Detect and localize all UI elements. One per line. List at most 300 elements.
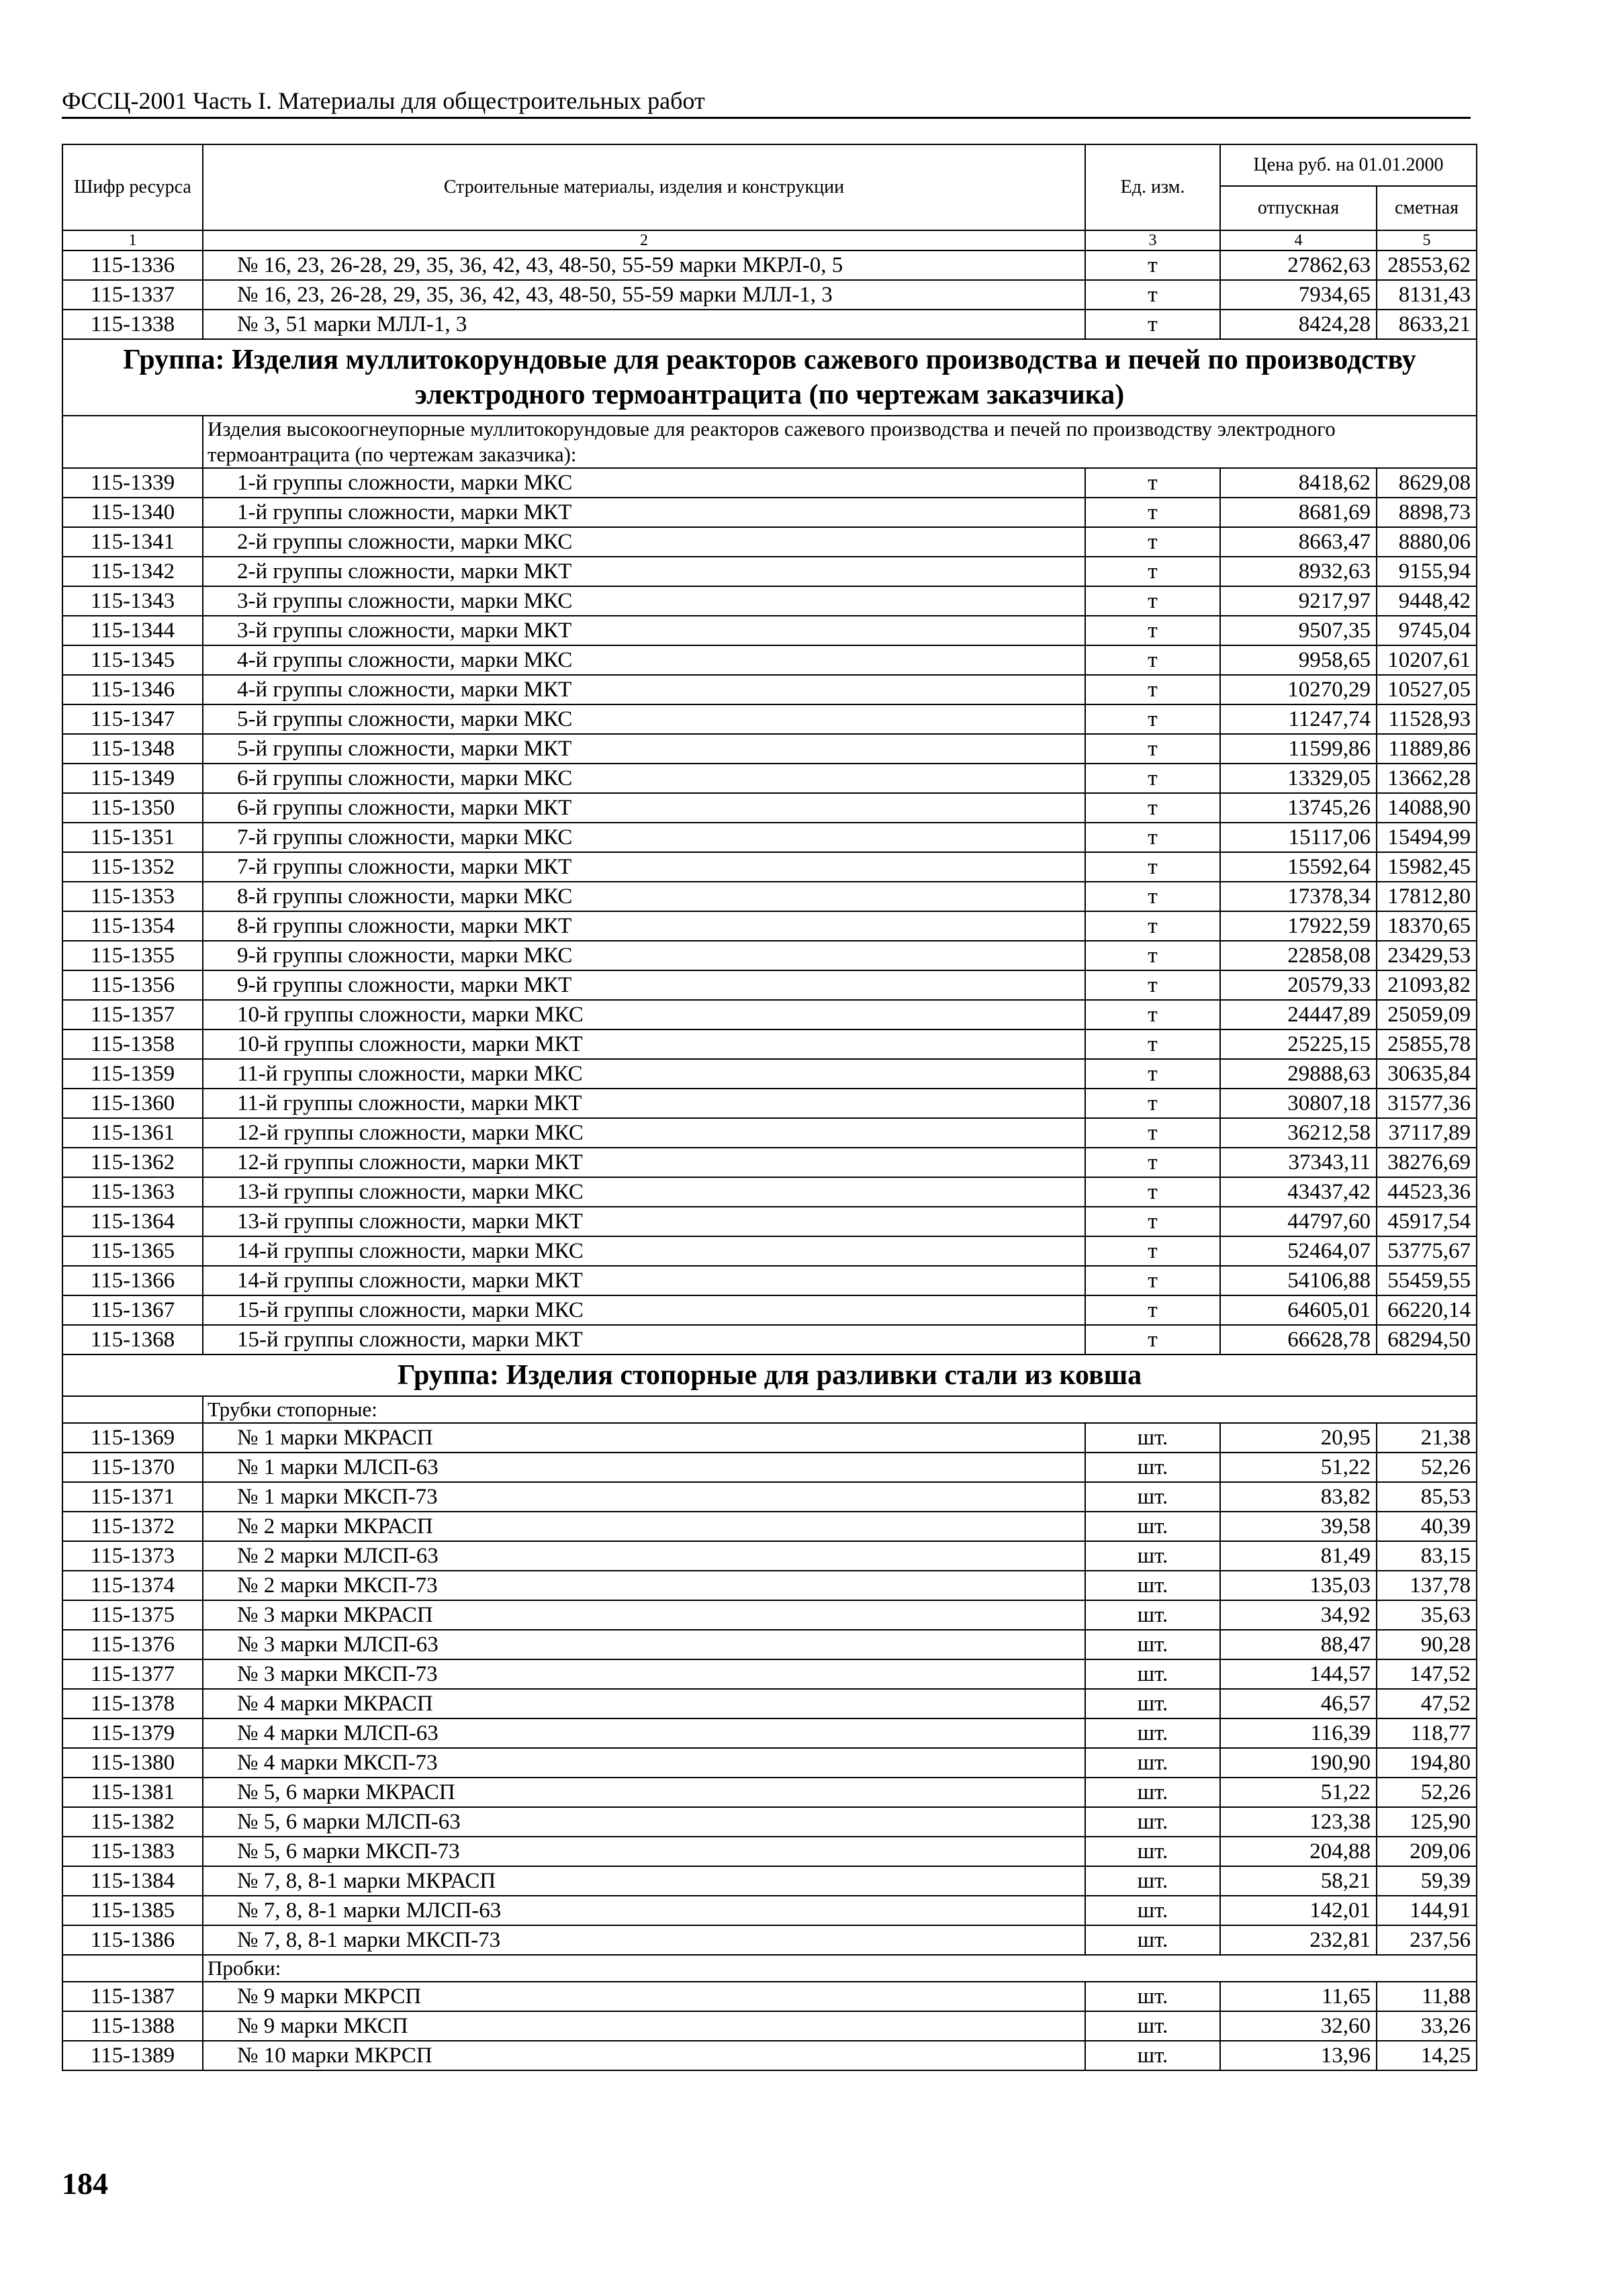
cell-estimate-price: 85,53	[1377, 1482, 1477, 1512]
cell-unit: шт.	[1085, 1600, 1220, 1630]
cell-release-price: 8932,63	[1220, 557, 1377, 586]
cell-release-price: 20,95	[1220, 1423, 1377, 1453]
table-row	[62, 882, 1477, 911]
cell-name: № 7, 8, 8-1 марки МКРАСП	[203, 1866, 1085, 1896]
cell-estimate-price: 8633,21	[1377, 310, 1477, 339]
cell-name: 13-й группы сложности, марки МКС	[203, 1177, 1085, 1207]
cell-estimate-price: 44523,36	[1377, 1177, 1477, 1207]
cell-estimate-price: 33,26	[1377, 2011, 1477, 2041]
cell-unit: т	[1085, 764, 1220, 793]
cell-estimate-price: 83,15	[1377, 1541, 1477, 1571]
cell-name: № 4 марки МЛСП-63	[203, 1718, 1085, 1748]
cell-code: 115-1357	[62, 1000, 203, 1029]
cell-unit: т	[1085, 1089, 1220, 1118]
cell-release-price: 52464,07	[1220, 1236, 1377, 1266]
cell-unit: шт.	[1085, 1837, 1220, 1866]
cell-name: 13-й группы сложности, марки МКТ	[203, 1207, 1085, 1236]
table-row	[62, 250, 1477, 280]
col-number-1: 1	[62, 230, 203, 250]
cell-code: 115-1375	[62, 1600, 203, 1630]
cell-unit: шт.	[1085, 1718, 1220, 1748]
cell-release-price: 142,01	[1220, 1896, 1377, 1925]
cell-unit: т	[1085, 1295, 1220, 1325]
cell-code: 115-1364	[62, 1207, 203, 1236]
cell-code: 115-1341	[62, 527, 203, 557]
cell-name: № 4 марки МКСП-73	[203, 1748, 1085, 1778]
cell-release-price: 17378,34	[1220, 882, 1377, 911]
table-row	[62, 310, 1477, 339]
cell-release-price: 88,47	[1220, 1630, 1377, 1659]
cell-release-price: 9507,35	[1220, 616, 1377, 645]
cell-unit: т	[1085, 1029, 1220, 1059]
col-header-release: отпускная	[1220, 186, 1377, 230]
cell-release-price: 22858,08	[1220, 941, 1377, 970]
cell-release-price: 9958,65	[1220, 645, 1377, 675]
cell-code: 115-1361	[62, 1118, 203, 1148]
cell-release-price: 29888,63	[1220, 1059, 1377, 1089]
table-row	[62, 1118, 1477, 1148]
cell-unit: шт.	[1085, 1541, 1220, 1571]
page-number: 184	[62, 2166, 108, 2201]
cell-code: 115-1355	[62, 941, 203, 970]
subgroup-label-row	[62, 1955, 1477, 1982]
cell-unit: т	[1085, 1177, 1220, 1207]
cell-release-price: 11599,86	[1220, 734, 1377, 764]
cell-name: 9-й группы сложности, марки МКТ	[203, 970, 1085, 1000]
cell-name: 7-й группы сложности, марки МКТ	[203, 852, 1085, 882]
table-row	[62, 1236, 1477, 1266]
cell-estimate-price: 45917,54	[1377, 1207, 1477, 1236]
table-row	[62, 823, 1477, 852]
cell-name: 4-й группы сложности, марки МКС	[203, 645, 1085, 675]
cell-release-price: 17922,59	[1220, 911, 1377, 941]
cell-release-price: 11247,74	[1220, 704, 1377, 734]
cell-estimate-price: 10527,05	[1377, 675, 1477, 704]
table-row	[62, 616, 1477, 645]
cell-release-price: 8418,62	[1220, 468, 1377, 498]
table-row	[62, 1325, 1477, 1354]
cell-name: 15-й группы сложности, марки МКТ	[203, 1325, 1085, 1354]
cell-release-price: 81,49	[1220, 1541, 1377, 1571]
cell-estimate-price: 17812,80	[1377, 882, 1477, 911]
cell-estimate-price: 10207,61	[1377, 645, 1477, 675]
col-number-5: 5	[1377, 230, 1477, 250]
cell-estimate-price: 25059,09	[1377, 1000, 1477, 1029]
cell-release-price: 34,92	[1220, 1600, 1377, 1630]
table-row	[62, 970, 1477, 1000]
cell-unit: шт.	[1085, 2041, 1220, 2070]
cell-estimate-price: 147,52	[1377, 1659, 1477, 1689]
cell-release-price: 36212,58	[1220, 1118, 1377, 1148]
cell-code: 115-1386	[62, 1925, 203, 1955]
cell-name: № 3 марки МЛСП-63	[203, 1630, 1085, 1659]
cell-name: № 5, 6 марки МКСП-73	[203, 1837, 1085, 1866]
cell-name: № 3 марки МКСП-73	[203, 1659, 1085, 1689]
table-row	[62, 1177, 1477, 1207]
col-header-name: Строительные материалы, изделия и конструкции	[203, 144, 1085, 230]
cell-name: № 2 марки МЛСП-63	[203, 1541, 1085, 1571]
col-header-estimate: сметная	[1377, 186, 1477, 230]
table-row	[62, 1925, 1477, 1955]
table-row	[62, 2041, 1477, 2070]
cell-unit: шт.	[1085, 1453, 1220, 1482]
cell-unit: т	[1085, 970, 1220, 1000]
cell-unit: т	[1085, 310, 1220, 339]
cell-unit: шт.	[1085, 2011, 1220, 2041]
cell-release-price: 15592,64	[1220, 852, 1377, 882]
cell-unit: т	[1085, 468, 1220, 498]
cell-name: 3-й группы сложности, марки МКТ	[203, 616, 1085, 645]
table-row	[62, 498, 1477, 527]
cell-estimate-price: 15982,45	[1377, 852, 1477, 882]
cell-unit: шт.	[1085, 1925, 1220, 1955]
cell-release-price: 15117,06	[1220, 823, 1377, 852]
cell-estimate-price: 23429,53	[1377, 941, 1477, 970]
cell-release-price: 13329,05	[1220, 764, 1377, 793]
cell-name: 6-й группы сложности, марки МКС	[203, 764, 1085, 793]
cell-estimate-price: 11,88	[1377, 1982, 1477, 2011]
cell-estimate-price: 31577,36	[1377, 1089, 1477, 1118]
cell-unit: т	[1085, 1059, 1220, 1089]
subgroup-label: Пробки:	[203, 1955, 1477, 1982]
cell-code: 115-1377	[62, 1659, 203, 1689]
cell-code: 115-1340	[62, 498, 203, 527]
table-row	[62, 1029, 1477, 1059]
empty-cell	[62, 1396, 203, 1423]
cell-release-price: 135,03	[1220, 1571, 1377, 1600]
cell-code: 115-1373	[62, 1541, 203, 1571]
cell-unit: т	[1085, 734, 1220, 764]
cell-estimate-price: 25855,78	[1377, 1029, 1477, 1059]
cell-code: 115-1382	[62, 1807, 203, 1837]
cell-code: 115-1388	[62, 2011, 203, 2041]
cell-estimate-price: 209,06	[1377, 1837, 1477, 1866]
table-row	[62, 1059, 1477, 1089]
cell-release-price: 32,60	[1220, 2011, 1377, 2041]
cell-code: 115-1350	[62, 793, 203, 823]
cell-release-price: 232,81	[1220, 1925, 1377, 1955]
cell-unit: т	[1085, 1325, 1220, 1354]
table-row	[62, 1630, 1477, 1659]
cell-unit: шт.	[1085, 1866, 1220, 1896]
table-row	[62, 1148, 1477, 1177]
cell-unit: шт.	[1085, 1748, 1220, 1778]
cell-code: 115-1384	[62, 1866, 203, 1896]
cell-code: 115-1369	[62, 1423, 203, 1453]
cell-code: 115-1365	[62, 1236, 203, 1266]
cell-unit: т	[1085, 250, 1220, 280]
cell-release-price: 116,39	[1220, 1718, 1377, 1748]
table-row	[62, 1482, 1477, 1512]
cell-name: № 16, 23, 26-28, 29, 35, 36, 42, 43, 48-50, 55-59 марки МЛЛ-1, 3	[203, 280, 1085, 310]
cell-code: 115-1360	[62, 1089, 203, 1118]
cell-name: № 10 марки МКРСП	[203, 2041, 1085, 2070]
cell-code: 115-1344	[62, 616, 203, 645]
cell-estimate-price: 90,28	[1377, 1630, 1477, 1659]
cell-estimate-price: 55459,55	[1377, 1266, 1477, 1295]
col-header-price: Цена руб. на 01.01.2000	[1220, 144, 1477, 186]
table-row	[62, 1089, 1477, 1118]
cell-estimate-price: 47,52	[1377, 1689, 1477, 1718]
cell-name: № 5, 6 марки МЛСП-63	[203, 1807, 1085, 1837]
table-row	[62, 1423, 1477, 1453]
cell-release-price: 66628,78	[1220, 1325, 1377, 1354]
cell-name: 1-й группы сложности, марки МКТ	[203, 498, 1085, 527]
cell-code: 115-1374	[62, 1571, 203, 1600]
cell-estimate-price: 9448,42	[1377, 586, 1477, 616]
cell-name: 12-й группы сложности, марки МКС	[203, 1118, 1085, 1148]
cell-name: № 2 марки МКСП-73	[203, 1571, 1085, 1600]
cell-name: № 1 марки МЛСП-63	[203, 1453, 1085, 1482]
cell-code: 115-1389	[62, 2041, 203, 2070]
cell-unit: шт.	[1085, 1896, 1220, 1925]
cell-release-price: 123,38	[1220, 1807, 1377, 1837]
cell-code: 115-1370	[62, 1453, 203, 1482]
table-row	[62, 1295, 1477, 1325]
col-header-code: Шифр ресурса	[62, 144, 203, 230]
cell-unit: т	[1085, 1236, 1220, 1266]
cell-release-price: 44797,60	[1220, 1207, 1377, 1236]
cell-code: 115-1356	[62, 970, 203, 1000]
cell-name: № 4 марки МКРАСП	[203, 1689, 1085, 1718]
cell-name: 6-й группы сложности, марки МКТ	[203, 793, 1085, 823]
cell-code: 115-1358	[62, 1029, 203, 1059]
group-title: Группа: Изделия стопорные для разливки стали из ковша	[62, 1354, 1477, 1396]
table-row	[62, 1541, 1477, 1571]
table-row	[62, 468, 1477, 498]
cell-name: № 16, 23, 26-28, 29, 35, 36, 42, 43, 48-50, 55-59 марки МКРЛ-0, 5	[203, 250, 1085, 280]
cell-name: 2-й группы сложности, марки МКТ	[203, 557, 1085, 586]
cell-unit: т	[1085, 557, 1220, 586]
cell-code: 115-1348	[62, 734, 203, 764]
cell-estimate-price: 8898,73	[1377, 498, 1477, 527]
table-row	[62, 527, 1477, 557]
cell-estimate-price: 9745,04	[1377, 616, 1477, 645]
cell-unit: шт.	[1085, 1630, 1220, 1659]
cell-code: 115-1347	[62, 704, 203, 734]
cell-unit: шт.	[1085, 1807, 1220, 1837]
cell-release-price: 27862,63	[1220, 250, 1377, 280]
table-row	[62, 1748, 1477, 1778]
price-table	[62, 144, 1477, 2071]
cell-estimate-price: 8629,08	[1377, 468, 1477, 498]
cell-release-price: 10270,29	[1220, 675, 1377, 704]
cell-code: 115-1367	[62, 1295, 203, 1325]
cell-release-price: 190,90	[1220, 1748, 1377, 1778]
cell-code: 115-1379	[62, 1718, 203, 1748]
table-row	[62, 1837, 1477, 1866]
group-intro-row	[62, 416, 1477, 468]
cell-estimate-price: 15494,99	[1377, 823, 1477, 852]
cell-release-price: 30807,18	[1220, 1089, 1377, 1118]
cell-name: 2-й группы сложности, марки МКС	[203, 527, 1085, 557]
cell-code: 115-1381	[62, 1778, 203, 1807]
cell-release-price: 13745,26	[1220, 793, 1377, 823]
cell-estimate-price: 28553,62	[1377, 250, 1477, 280]
cell-unit: шт.	[1085, 1512, 1220, 1541]
cell-unit: т	[1085, 498, 1220, 527]
table-row	[62, 1600, 1477, 1630]
table-row	[62, 1266, 1477, 1295]
table-row	[62, 1982, 1477, 2011]
table-row	[62, 1571, 1477, 1600]
cell-unit: т	[1085, 823, 1220, 852]
table-row	[62, 1453, 1477, 1482]
cell-code: 115-1376	[62, 1630, 203, 1659]
table-row	[62, 645, 1477, 675]
cell-unit: т	[1085, 1148, 1220, 1177]
cell-unit: шт.	[1085, 1689, 1220, 1718]
cell-name: 3-й группы сложности, марки МКС	[203, 586, 1085, 616]
cell-release-price: 25225,15	[1220, 1029, 1377, 1059]
cell-estimate-price: 40,39	[1377, 1512, 1477, 1541]
cell-name: 8-й группы сложности, марки МКТ	[203, 911, 1085, 941]
cell-unit: т	[1085, 882, 1220, 911]
table-row	[62, 280, 1477, 310]
cell-code: 115-1363	[62, 1177, 203, 1207]
group-title: Группа: Изделия муллитокорундовые для реакторов сажевого производства и печей по производству электродного термоантрацита (по чертежам заказчика)	[62, 339, 1477, 416]
cell-name: № 2 марки МКРАСП	[203, 1512, 1085, 1541]
cell-code: 115-1352	[62, 852, 203, 882]
cell-code: 115-1338	[62, 310, 203, 339]
cell-estimate-price: 21093,82	[1377, 970, 1477, 1000]
cell-unit: шт.	[1085, 1982, 1220, 2011]
cell-name: 15-й группы сложности, марки МКС	[203, 1295, 1085, 1325]
cell-estimate-price: 118,77	[1377, 1718, 1477, 1748]
cell-estimate-price: 35,63	[1377, 1600, 1477, 1630]
cell-estimate-price: 13662,28	[1377, 764, 1477, 793]
table-row	[62, 852, 1477, 882]
cell-estimate-price: 14088,90	[1377, 793, 1477, 823]
cell-estimate-price: 194,80	[1377, 1748, 1477, 1778]
cell-estimate-price: 237,56	[1377, 1925, 1477, 1955]
subgroup-label-row	[62, 1396, 1477, 1423]
cell-release-price: 37343,11	[1220, 1148, 1377, 1177]
cell-release-price: 51,22	[1220, 1453, 1377, 1482]
cell-unit: т	[1085, 852, 1220, 882]
table-row	[62, 557, 1477, 586]
cell-release-price: 8424,28	[1220, 310, 1377, 339]
cell-estimate-price: 59,39	[1377, 1866, 1477, 1896]
cell-unit: т	[1085, 793, 1220, 823]
cell-name: 11-й группы сложности, марки МКТ	[203, 1089, 1085, 1118]
cell-name: 5-й группы сложности, марки МКС	[203, 704, 1085, 734]
cell-release-price: 24447,89	[1220, 1000, 1377, 1029]
cell-code: 115-1380	[62, 1748, 203, 1778]
cell-code: 115-1378	[62, 1689, 203, 1718]
col-header-unit: Ед. изм.	[1085, 144, 1220, 230]
table-row	[62, 1207, 1477, 1236]
table-row	[62, 793, 1477, 823]
subgroup-label: Трубки стопорные:	[203, 1396, 1477, 1423]
cell-code: 115-1387	[62, 1982, 203, 2011]
empty-cell	[62, 416, 203, 468]
cell-estimate-price: 18370,65	[1377, 911, 1477, 941]
cell-name: № 9 марки МКРСП	[203, 1982, 1085, 2011]
table-row	[62, 1866, 1477, 1896]
cell-name: № 5, 6 марки МКРАСП	[203, 1778, 1085, 1807]
cell-estimate-price: 11528,93	[1377, 704, 1477, 734]
cell-code: 115-1353	[62, 882, 203, 911]
cell-unit: т	[1085, 1000, 1220, 1029]
cell-release-price: 8681,69	[1220, 498, 1377, 527]
cell-code: 115-1385	[62, 1896, 203, 1925]
cell-release-price: 13,96	[1220, 2041, 1377, 2070]
cell-code: 115-1349	[62, 764, 203, 793]
cell-name: 8-й группы сложности, марки МКС	[203, 882, 1085, 911]
cell-unit: шт.	[1085, 1482, 1220, 1512]
cell-code: 115-1372	[62, 1512, 203, 1541]
table-row	[62, 586, 1477, 616]
cell-unit: т	[1085, 616, 1220, 645]
cell-estimate-price: 30635,84	[1377, 1059, 1477, 1089]
cell-unit: т	[1085, 527, 1220, 557]
cell-code: 115-1337	[62, 280, 203, 310]
cell-release-price: 43437,42	[1220, 1177, 1377, 1207]
cell-release-price: 64605,01	[1220, 1295, 1377, 1325]
cell-name: № 1 марки МКСП-73	[203, 1482, 1085, 1512]
cell-unit: шт.	[1085, 1659, 1220, 1689]
cell-release-price: 46,57	[1220, 1689, 1377, 1718]
cell-release-price: 8663,47	[1220, 527, 1377, 557]
cell-estimate-price: 21,38	[1377, 1423, 1477, 1453]
table-row	[62, 1689, 1477, 1718]
table-row	[62, 1718, 1477, 1748]
cell-estimate-price: 53775,67	[1377, 1236, 1477, 1266]
table-row	[62, 764, 1477, 793]
cell-unit: т	[1085, 1207, 1220, 1236]
cell-unit: шт.	[1085, 1423, 1220, 1453]
cell-name: 12-й группы сложности, марки МКТ	[203, 1148, 1085, 1177]
cell-name: № 1 марки МКРАСП	[203, 1423, 1085, 1453]
cell-name: 5-й группы сложности, марки МКТ	[203, 734, 1085, 764]
cell-name: 10-й группы сложности, марки МКС	[203, 1000, 1085, 1029]
cell-name: 9-й группы сложности, марки МКС	[203, 941, 1085, 970]
cell-unit: т	[1085, 941, 1220, 970]
cell-unit: т	[1085, 704, 1220, 734]
group-title-row	[62, 339, 1477, 416]
cell-release-price: 9217,97	[1220, 586, 1377, 616]
cell-estimate-price: 38276,69	[1377, 1148, 1477, 1177]
cell-code: 115-1345	[62, 645, 203, 675]
cell-code: 115-1342	[62, 557, 203, 586]
table-row	[62, 941, 1477, 970]
cell-name: 14-й группы сложности, марки МКТ	[203, 1266, 1085, 1295]
cell-name: 14-й группы сложности, марки МКС	[203, 1236, 1085, 1266]
cell-unit: шт.	[1085, 1571, 1220, 1600]
cell-name: № 7, 8, 8-1 марки МЛСП-63	[203, 1896, 1085, 1925]
cell-code: 115-1346	[62, 675, 203, 704]
table-row	[62, 675, 1477, 704]
cell-code: 115-1383	[62, 1837, 203, 1866]
cell-estimate-price: 8880,06	[1377, 527, 1477, 557]
cell-code: 115-1336	[62, 250, 203, 280]
cell-estimate-price: 11889,86	[1377, 734, 1477, 764]
cell-release-price: 20579,33	[1220, 970, 1377, 1000]
col-number-3: 3	[1085, 230, 1220, 250]
table-row	[62, 734, 1477, 764]
cell-code: 115-1339	[62, 468, 203, 498]
cell-code: 115-1343	[62, 586, 203, 616]
cell-name: 1-й группы сложности, марки МКС	[203, 468, 1085, 498]
empty-cell	[62, 1955, 203, 1982]
cell-release-price: 58,21	[1220, 1866, 1377, 1896]
cell-name: 11-й группы сложности, марки МКС	[203, 1059, 1085, 1089]
cell-unit: т	[1085, 586, 1220, 616]
cell-unit: т	[1085, 1118, 1220, 1148]
cell-unit: т	[1085, 911, 1220, 941]
cell-estimate-price: 52,26	[1377, 1778, 1477, 1807]
